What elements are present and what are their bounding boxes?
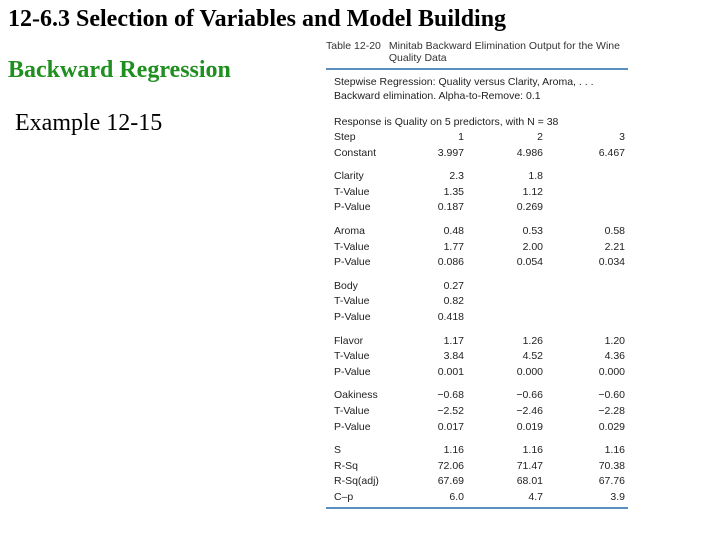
step-3-value: 0.58 (604, 224, 625, 237)
step-1-value: −0.68 (437, 389, 464, 402)
step-2-value: 1.16 (522, 444, 543, 457)
step-3-value (543, 185, 625, 201)
step-1-value: 3.997 (437, 146, 464, 159)
step-3-value: 0.034 (598, 256, 625, 269)
table-row (334, 388, 628, 404)
table-row (334, 255, 628, 271)
slide-subtitle: Backward Regression (8, 57, 231, 83)
table-row (334, 146, 628, 162)
step-3-value: 1.20 (604, 334, 625, 347)
row-label: Oakiness (334, 389, 378, 402)
row-label: P-Value (334, 256, 371, 269)
step-1-value: 3.84 (443, 350, 464, 363)
table-row (334, 169, 628, 185)
table-row (334, 294, 628, 310)
step-3-value (543, 294, 625, 310)
step-3-value: 70.38 (598, 459, 625, 472)
minitab-output-table (326, 40, 628, 509)
step-2-value: 0.000 (516, 365, 543, 378)
row-label: Constant (334, 146, 377, 159)
step-1-value: 1.17 (443, 334, 464, 347)
step-1-value: 0.017 (437, 420, 464, 433)
step-3-value: 3.9 (610, 490, 625, 503)
row-label: T-Value (334, 350, 370, 363)
step-1-value: 0.48 (443, 224, 464, 237)
table-row (334, 200, 628, 216)
table-row (334, 349, 628, 365)
step-1-value: 0.27 (443, 279, 464, 292)
regression-title: Stepwise Regression: Quality versus Clarity, Aroma, . . . (334, 76, 594, 88)
step-2-value: 0.054 (516, 256, 543, 269)
step-3-value: −0.60 (598, 389, 625, 402)
step-2-value: −0.66 (516, 389, 543, 402)
row-label: R-Sq (334, 459, 358, 472)
row-label: T-Value (334, 404, 370, 417)
table-caption-text: Minitab Backward Elimination Output for the Wine Quality Data (388, 40, 620, 64)
row-label: P-Value (334, 201, 371, 214)
step-1-value: 72.06 (437, 459, 464, 472)
step-2-value: 2.00 (522, 240, 543, 253)
coefficient-grid (334, 130, 628, 505)
response-description: Response is Quality on 5 predictors, with N = 38 (334, 116, 559, 128)
table-caption (326, 40, 628, 70)
row-label: Step (334, 131, 356, 143)
table-row (334, 240, 628, 256)
step-3-value: 6.467 (598, 146, 625, 159)
row-label: Body (334, 279, 358, 292)
step-3-value (543, 310, 625, 326)
step-3-value: 67.76 (598, 475, 625, 488)
step-2-value: 2 (537, 131, 543, 143)
table-row (334, 443, 628, 459)
step-1-value: 2.3 (449, 170, 464, 183)
step-2-value: 4.52 (522, 350, 543, 363)
step-header-row (334, 130, 628, 146)
table-caption-number: Table 12-20 (326, 40, 381, 52)
step-2-value: 4.986 (516, 146, 543, 159)
step-1-value: 0.086 (437, 256, 464, 269)
row-label: T-Value (334, 240, 370, 253)
row-label: Clarity (334, 170, 364, 183)
step-2-value: 71.47 (516, 459, 543, 472)
step-2-value: 1.12 (522, 185, 543, 198)
table-bottom-rule (326, 507, 628, 509)
step-2-value: 0.269 (516, 201, 543, 214)
row-label: P-Value (334, 365, 371, 378)
elimination-setting: Backward elimination. Alpha-to-Remove: 0.1 (334, 90, 541, 102)
step-1-value: 1.77 (443, 240, 464, 253)
step-2-value: 0.53 (522, 224, 543, 237)
step-2-value (464, 279, 543, 295)
row-label: Aroma (334, 224, 365, 237)
step-3-value (543, 169, 625, 185)
table-row (334, 459, 628, 475)
table-row (334, 334, 628, 350)
step-3-value: 2.21 (604, 240, 625, 253)
step-1-value: 0.187 (437, 201, 464, 214)
table-row (334, 474, 628, 490)
table-row (334, 185, 628, 201)
step-1-value: −2.52 (437, 404, 464, 417)
step-3-value: −2.28 (598, 404, 625, 417)
table-row (334, 420, 628, 436)
step-3-value (543, 200, 625, 216)
row-label: C–p (334, 490, 354, 503)
step-1-value: 6.0 (449, 490, 464, 503)
step-2-value: 1.8 (528, 170, 543, 183)
step-1-value: 0.82 (443, 295, 464, 308)
table-row (334, 224, 628, 240)
step-2-value (464, 294, 543, 310)
step-2-value: 0.019 (516, 420, 543, 433)
example-label: Example 12-15 (15, 110, 163, 136)
step-2-value: 4.7 (528, 490, 543, 503)
step-1-value: 0.001 (437, 365, 464, 378)
table-row (334, 365, 628, 381)
row-label: T-Value (334, 295, 370, 308)
row-label: R-Sq(adj) (334, 475, 379, 488)
step-2-value: 1.26 (522, 334, 543, 347)
step-2-value (464, 310, 543, 326)
step-2-value: −2.46 (516, 404, 543, 417)
table-row (334, 490, 628, 506)
step-1-value: 1 (458, 131, 464, 143)
table-row (334, 310, 628, 326)
row-label: P-Value (334, 420, 371, 433)
step-3-value: 3 (619, 131, 625, 143)
table-row (334, 404, 628, 420)
step-1-value: 67.69 (437, 475, 464, 488)
output-header (326, 76, 628, 130)
table-row (334, 279, 628, 295)
step-3-value: 4.36 (604, 350, 625, 363)
row-label: T-Value (334, 185, 370, 198)
row-label: Flavor (334, 334, 364, 347)
step-2-value: 68.01 (516, 475, 543, 488)
row-label: P-Value (334, 310, 371, 323)
step-3-value (543, 279, 625, 295)
row-label: S (334, 444, 342, 457)
step-3-value: 0.000 (598, 365, 625, 378)
step-1-value: 0.418 (437, 310, 464, 323)
step-1-value: 1.35 (443, 185, 464, 198)
step-1-value: 1.16 (443, 444, 464, 457)
slide-title: 12-6.3 Selection of Variables and Model Building (8, 6, 507, 32)
step-3-value: 0.029 (598, 420, 625, 433)
step-3-value: 1.16 (604, 444, 625, 457)
